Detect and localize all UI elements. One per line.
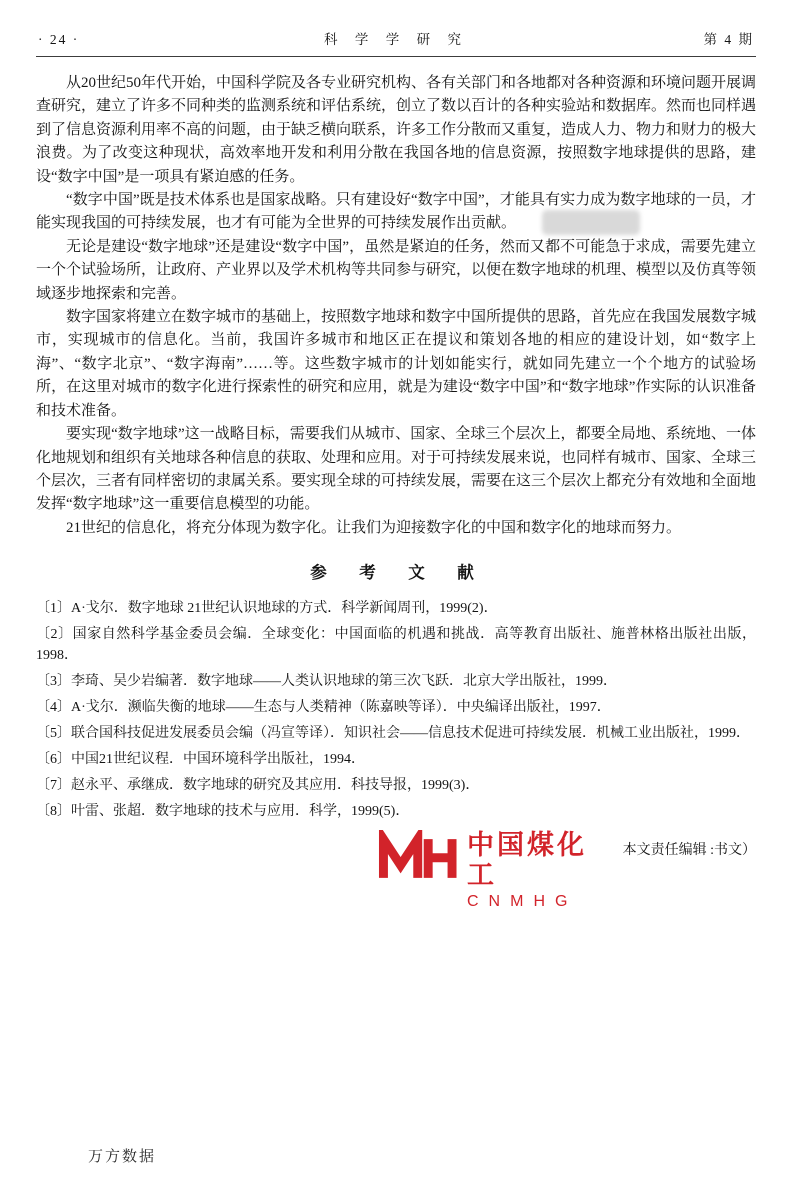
journal-title: 科 学 学 研 究 bbox=[324, 32, 468, 47]
issue-number: 第 4 期 bbox=[703, 32, 754, 47]
cnmhg-logo-icon bbox=[376, 830, 458, 884]
editor-note: 本文责任编辑 :书文） bbox=[622, 843, 756, 859]
reference-item: 〔7〕赵永平、承继成．数字地球的研究及其应用．科技导报，1999(3)． bbox=[36, 778, 480, 794]
reference-item: 〔3〕李琦、吴少岩编著．数字地球——人类认识地球的第三次飞跃．北京大学出版社，1999． bbox=[36, 674, 617, 690]
wanfang-watermark: 万方数据 bbox=[88, 1148, 157, 1165]
publisher-logo-block bbox=[376, 830, 756, 911]
page-number: · 24 · bbox=[38, 32, 80, 47]
paragraph: “数字中国”既是技术体系也是国家战略。只有建设好“数字中国”，才能具有实力成为数字地球的一员，才能实现我国的可持续发展，也才有可能为全世界的可持续发展作出贡献。 bbox=[36, 192, 756, 232]
references-list bbox=[36, 598, 756, 822]
reference-item: 〔6〕中国21世纪议程．中国环境科学出版社，1994． bbox=[36, 752, 365, 768]
reference-item: 〔5〕联合国科技促进发展委员会编（冯宣等译）．知识社会——信息技术促进可持续发展．机械工业出版社，1999． bbox=[36, 726, 750, 742]
publisher-name-cn: 中国煤化工 bbox=[467, 830, 587, 891]
publisher-name-en: CNMHG bbox=[467, 893, 578, 911]
paragraph: 21世纪的信息化，将充分体现为数字化。让我们为迎接数字化的中国和数字化的地球而努力。 bbox=[66, 519, 682, 536]
paragraph: 要实现“数字地球”这一战略目标，需要我们从城市、国家、全球三个层次上，都要全局地、系统地、一体化地规划和组织有关地球各种信息的获取、处理和应用。对于可持续发展来说，也同样有城市、国家、全球三个层次，三者有同样密切的隶属关系。要实现全球的可持续发展，需要在这三个层次上都充分有效地和全面地发挥“数字地球”这一重要信息模型的功能。 bbox=[36, 426, 757, 513]
reference-item: 〔1〕A·戈尔．数字地球 21世纪认识地球的方式．科学新闻周刊，1999(2)． bbox=[36, 601, 498, 617]
page-header bbox=[36, 26, 756, 57]
reference-item: 〔2〕国家自然科学基金委员会编．全球变化：中国面临的机遇和挑战．高等教育出版社、施普林格出版社出版，1998． bbox=[36, 627, 756, 664]
reference-item: 〔8〕叶雷、张超．数字地球的技术与应用．科学，1999(5)． bbox=[36, 804, 410, 820]
references-heading: 参 考 文 献 bbox=[310, 563, 482, 583]
article-body bbox=[36, 72, 756, 540]
paragraph: 无论是建设“数字地球”还是建设“数字中国”，虽然是紧迫的任务，然而又都不可能急于求成，需要先建立一个个试验场所，让政府、产业界以及学术机构等共同参与研究，以便在数字地球的机理、模型以及仿真等领域逐步地探索和完善。 bbox=[36, 238, 757, 302]
publisher-logo-text bbox=[467, 830, 614, 911]
paragraph: 从20世纪50年代开始，中国科学院及各专业研究机构、各有关部门和各地都对各种资源和环境问题开展调查研究，建立了许多不同种类的监测系统和评估系统，创立了数以百计的各种实验站和数据库。然而也同样遇到了信息资源利用率不高的问题，由于缺乏横向联系，许多工作分散而又重复，造成人力、物力和财力的极大浪费。为了改变这种现状，高效率地开发和利用分散在我国各地的信息资源，按照数字地球提供的思路，建设“数字中国”是一项具有紧迫感的任务。 bbox=[36, 75, 757, 185]
reference-item: 〔4〕A·戈尔．濒临失衡的地球——生态与人类精神（陈嘉映等译）．中央编译出版社，1997． bbox=[36, 700, 611, 716]
paragraph: 数字国家将建立在数字城市的基础上，按照数字地球和数字中国所提供的思路，首先应在我国发展数字城市，实现城市的信息化。当前，我国许多城市和地区正在提议和策划各地的相应的建设计划，如“数字上海”、“数字北京”、“数字海南”……等。这些数字城市的计划如能实行，就如同先建立一个个地方的试验场所，在这里对城市的数字化进行探索性的研究和应用，就是为建设“数字中国”和“数字地球”作实际的认识准备和技术准备。 bbox=[36, 309, 757, 419]
